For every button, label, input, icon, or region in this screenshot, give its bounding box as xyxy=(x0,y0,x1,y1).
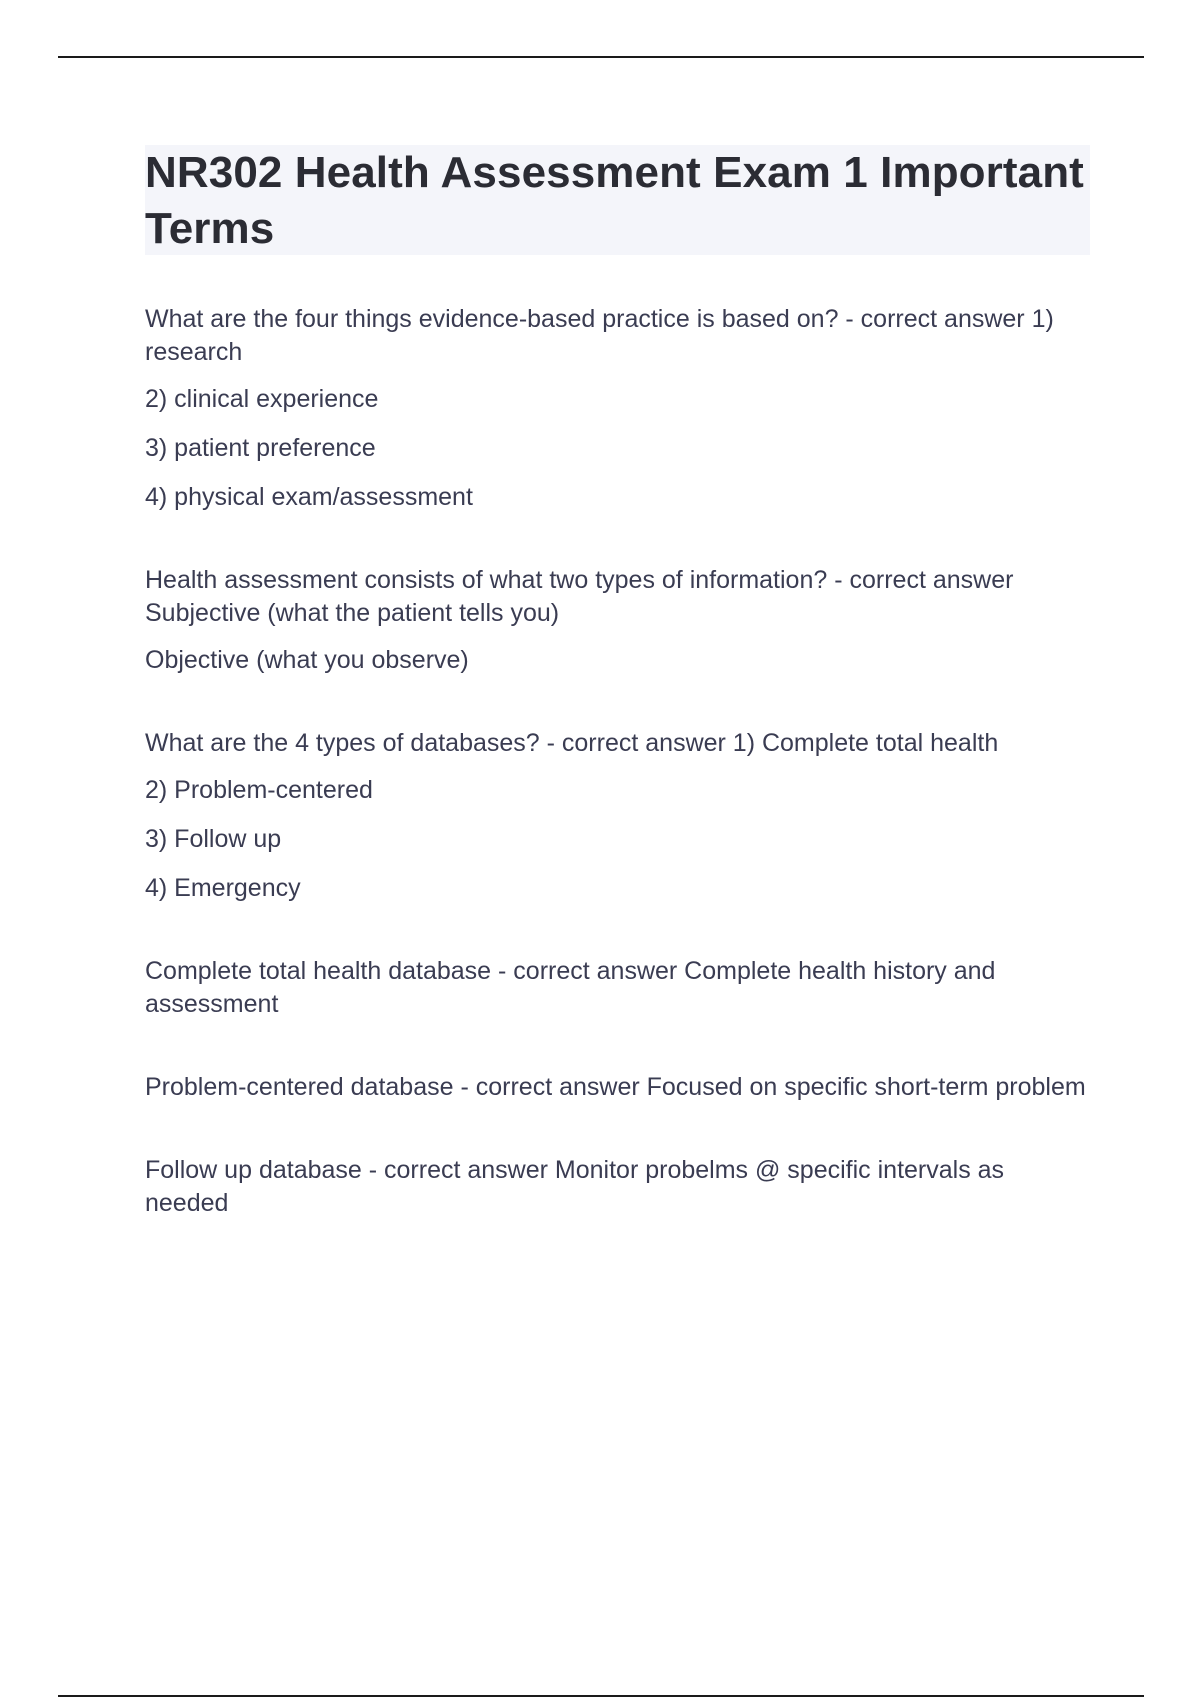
top-divider xyxy=(58,56,1144,58)
title-banner xyxy=(145,145,1090,255)
document-body xyxy=(145,145,1090,1270)
qa-question: Follow up database - correct answer Monitor probelms @ specific intervals as needed xyxy=(145,1156,1005,1217)
qa-answer-line: 4) physical exam/assessment xyxy=(145,483,473,511)
qa-question: What are the four things evidence-based practice is based on? - correct answer 1) research xyxy=(145,305,1054,366)
qa-item xyxy=(145,303,1090,514)
qa-item xyxy=(145,1071,1090,1104)
qa-item xyxy=(145,727,1090,905)
qa-list xyxy=(145,303,1090,1220)
qa-item xyxy=(145,564,1090,677)
qa-question: Problem-centered database - correct answer Focused on specific short-term problem xyxy=(145,1073,1086,1101)
qa-answer-line: 4) Emergency xyxy=(145,874,301,902)
qa-question: What are the 4 types of databases? - correct answer 1) Complete total health xyxy=(145,729,999,757)
bottom-divider xyxy=(58,1695,1144,1697)
qa-answer-line: 3) patient preference xyxy=(145,434,376,462)
qa-answer-line: 3) Follow up xyxy=(145,825,282,853)
qa-item xyxy=(145,1154,1090,1220)
qa-answer-line: 2) clinical experience xyxy=(145,385,379,413)
qa-answer-line: Objective (what you observe) xyxy=(145,646,469,674)
qa-question: Health assessment consists of what two types of information? - correct answer Subjective (what the patient tells you) xyxy=(145,566,1014,627)
qa-question: Complete total health database - correct answer Complete health history and assessment xyxy=(145,957,996,1018)
page-title: NR302 Health Assessment Exam 1 Important Terms xyxy=(145,148,1084,253)
qa-answer-line: 2) Problem-centered xyxy=(145,776,373,804)
qa-item xyxy=(145,955,1090,1021)
